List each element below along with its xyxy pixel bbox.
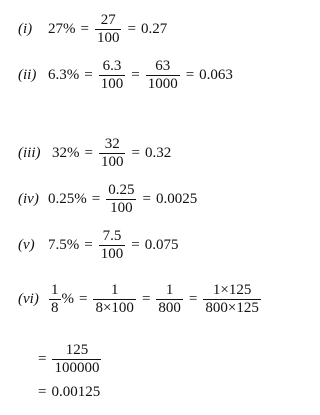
fraction bbox=[99, 228, 126, 263]
equals-sign: = bbox=[84, 237, 93, 253]
item-vi-result bbox=[38, 384, 100, 401]
item-v bbox=[0, 228, 178, 263]
fraction bbox=[146, 58, 180, 93]
denominator: 800×125 bbox=[205, 300, 259, 316]
item-label: (iv) bbox=[18, 191, 39, 207]
numerator: 1 bbox=[110, 282, 119, 298]
equals-sign: = bbox=[84, 67, 93, 83]
equals-sign: = bbox=[91, 191, 101, 207]
numerator: 1 bbox=[51, 282, 59, 298]
numerator: 1×125 bbox=[212, 282, 252, 298]
numerator: 32 bbox=[104, 136, 120, 152]
fraction bbox=[49, 282, 61, 317]
item-i bbox=[0, 12, 167, 47]
numerator: 7.5 bbox=[102, 228, 122, 244]
fraction bbox=[106, 182, 136, 217]
denominator: 100 bbox=[100, 76, 124, 92]
item-label: (iii) bbox=[18, 145, 41, 161]
lhs-value: 6.3% bbox=[48, 67, 80, 83]
denominator: 8×100 bbox=[95, 300, 134, 316]
equals-sign: = bbox=[188, 291, 198, 307]
equals-sign: = bbox=[127, 21, 136, 37]
denominator: 100 bbox=[96, 30, 120, 46]
fraction bbox=[95, 12, 122, 47]
denominator: 100 bbox=[100, 246, 124, 262]
equals-sign: = bbox=[79, 291, 88, 307]
lhs-value: 32% bbox=[52, 145, 80, 161]
denominator: 100000 bbox=[54, 360, 100, 376]
item-vi-continued bbox=[38, 342, 102, 377]
item-vi bbox=[0, 282, 262, 317]
item-label: (v) bbox=[18, 237, 35, 253]
result-value: 0.063 bbox=[199, 67, 233, 83]
equals-sign: = bbox=[80, 21, 89, 37]
result-value: 0.0025 bbox=[155, 191, 198, 207]
fraction bbox=[99, 58, 126, 93]
denominator: 100 bbox=[110, 200, 133, 216]
item-iii bbox=[0, 136, 171, 171]
lhs-value: 7.5% bbox=[48, 237, 80, 253]
lhs-value: 27% bbox=[48, 21, 76, 37]
result-value: 0.32 bbox=[144, 145, 172, 161]
equals-sign: = bbox=[38, 384, 47, 400]
denominator: 8 bbox=[51, 300, 59, 316]
fraction bbox=[203, 282, 260, 317]
result-value: 0.075 bbox=[144, 237, 179, 253]
fraction bbox=[156, 282, 183, 317]
result-value: 0.00125 bbox=[51, 384, 101, 400]
denominator: 800 bbox=[158, 300, 181, 316]
equals-sign: = bbox=[131, 145, 140, 161]
numerator: 27 bbox=[100, 12, 116, 28]
numerator: 63 bbox=[155, 58, 171, 74]
percent-sign: % bbox=[61, 291, 74, 307]
numerator: 125 bbox=[65, 342, 89, 358]
item-label: (ii) bbox=[18, 67, 37, 83]
fraction bbox=[99, 136, 126, 171]
equals-sign: = bbox=[84, 145, 93, 161]
denominator: 100 bbox=[100, 154, 124, 170]
equals-sign: = bbox=[131, 237, 140, 253]
item-label: (i) bbox=[18, 21, 33, 37]
numerator: 6.3 bbox=[102, 58, 122, 74]
equals-sign: = bbox=[142, 191, 151, 207]
equals-sign: = bbox=[185, 67, 195, 83]
fraction bbox=[93, 282, 135, 317]
lhs-value: 0.25% bbox=[48, 191, 87, 207]
item-ii bbox=[0, 58, 233, 93]
numerator: 1 bbox=[165, 282, 174, 298]
item-iv bbox=[0, 182, 197, 217]
numerator: 0.25 bbox=[108, 182, 135, 198]
equals-sign: = bbox=[131, 67, 140, 83]
denominator: 1000 bbox=[147, 76, 178, 92]
item-label: (vi) bbox=[18, 291, 39, 307]
equals-sign: = bbox=[141, 291, 151, 307]
fraction bbox=[52, 342, 101, 377]
result-value: 0.27 bbox=[140, 21, 168, 37]
equals-sign: = bbox=[38, 351, 47, 367]
